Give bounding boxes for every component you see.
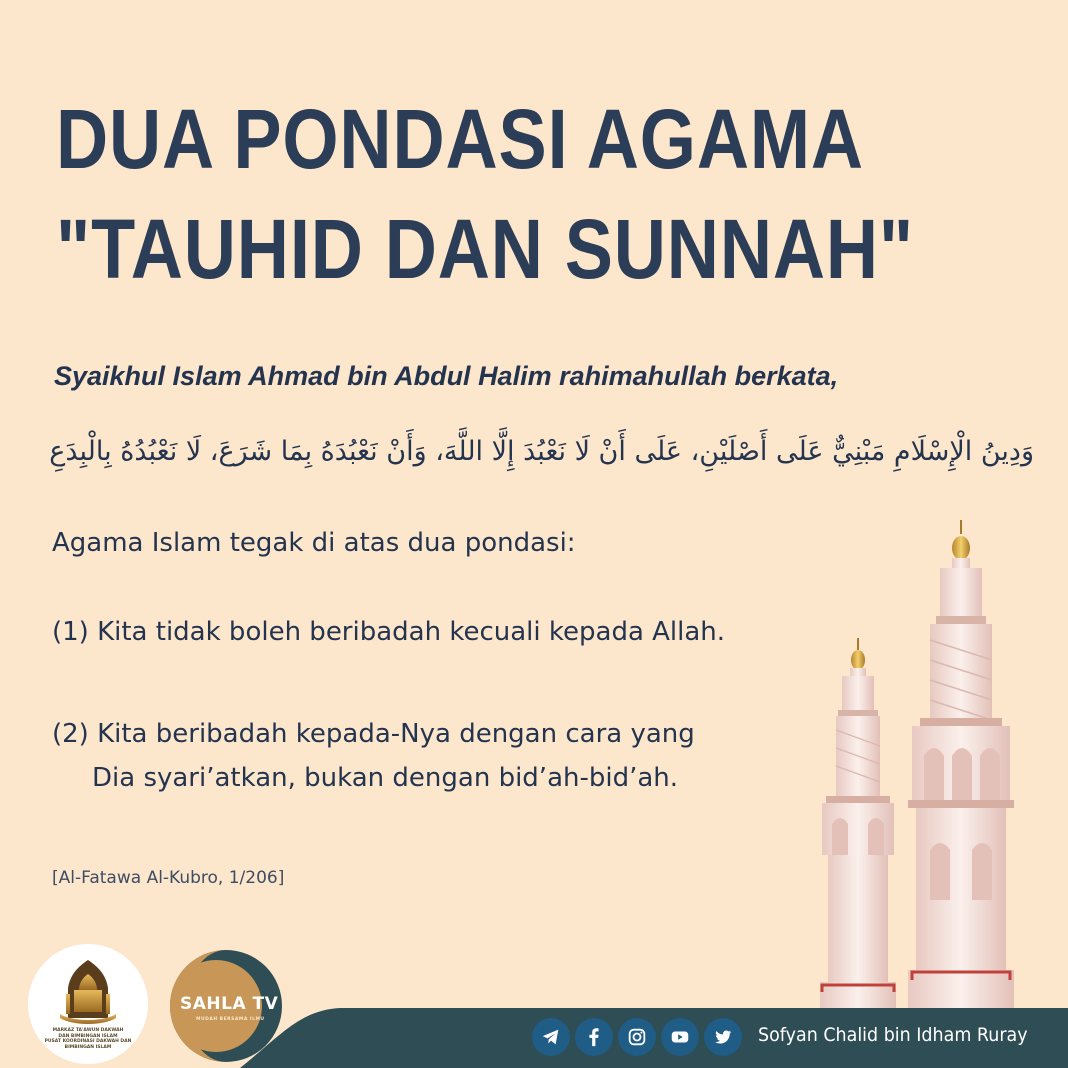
markaz-logo-line-2: DAN BIMBINGAN ISLAM xyxy=(58,1033,118,1039)
minarets-illustration xyxy=(812,520,1042,1020)
intro-text: Agama Islam tegak di atas dua pondasi: xyxy=(52,528,576,558)
telegram-icon[interactable] xyxy=(532,1018,570,1056)
youtube-icon[interactable] xyxy=(661,1018,699,1056)
poster-title xyxy=(56,84,914,304)
markaz-logo-line-3: PUSAT KOORDINASI DAKWAH DAN BIMBINGAN ISLAM xyxy=(44,1039,132,1050)
markaz-logo xyxy=(28,944,148,1064)
reference-citation: [Al-Fatawa Al-Kubro, 1/206] xyxy=(52,868,285,888)
point-2 xyxy=(52,712,695,800)
twitter-icon[interactable] xyxy=(704,1018,742,1056)
big-minaret xyxy=(908,520,1014,1010)
sahla-tv-name: SAHLA TV xyxy=(180,994,279,1014)
point-2-line-2: Dia syari’atkan, bukan dengan bid’ah-bid’ah. xyxy=(92,763,679,793)
author-line: Syaikhul Islam Ahmad bin Abdul Halim rahimahullah berkata, xyxy=(54,361,839,391)
markaz-logo-line-1: MARKAZ TA'AWUN DAKWAH xyxy=(52,1028,124,1033)
footer-author-name: Sofyan Chalid bin Idham Ruray xyxy=(758,1024,1028,1046)
facebook-icon[interactable] xyxy=(575,1018,613,1056)
title-line-1: DUA PONDASI AGAMA xyxy=(56,92,864,186)
instagram-icon[interactable] xyxy=(618,1018,656,1056)
arabic-quote: وَدِينُ الْإِسْلَامِ مَبْنِيٌّ عَلَى أَصْلَيْنِ، عَلَى أَنْ لَا نَعْبُدَ إِلَّا اللَّهَ، وَأَنْ نَعْبُدَهُ بِمَا شَرَعَ، لَا نَعْبُدُهُ بِالْبِدَعِ xyxy=(49,436,1034,467)
social-icons xyxy=(532,1018,742,1056)
markaz-logo-text xyxy=(42,1028,134,1050)
sahla-tv-tagline: MUDAH BERSAMA ILMU xyxy=(196,1017,265,1022)
point-1: (1) Kita tidak boleh beribadah kecuali kepada Allah. xyxy=(52,617,726,647)
small-minaret xyxy=(820,638,896,1012)
point-2-line-1: (2) Kita beribadah kepada-Nya dengan cara yang xyxy=(52,719,695,749)
title-line-2: "TAUHID DAN SUNNAH" xyxy=(56,202,915,296)
